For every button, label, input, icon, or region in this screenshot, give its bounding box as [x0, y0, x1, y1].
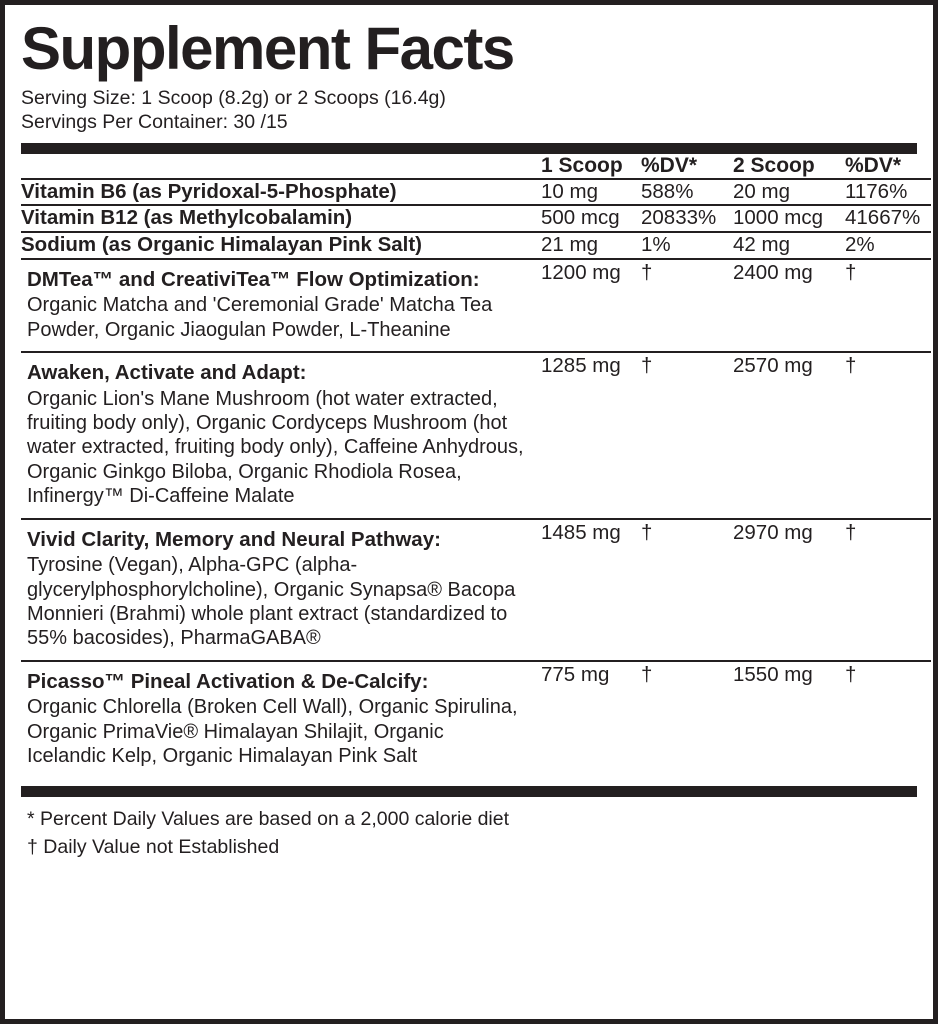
blend-amount-2: 2570 mg — [733, 353, 813, 377]
footnotes — [21, 805, 917, 862]
nutrient-name: Sodium (as Organic Himalayan Pink Salt) — [21, 232, 423, 256]
column-header-name — [21, 154, 541, 178]
column-header-dv-1: %DV* — [641, 153, 698, 177]
blend-amount-1: 775 mg — [541, 662, 610, 686]
blend-ingredients: Organic Chlorella (Broken Cell Wall), Organic Spirulina, Organic PrimaVie® Himalayan Shilajit, Organic Icelandic Kelp, Organic Himalayan Pink Salt — [27, 696, 518, 768]
blend-amount-1: 1485 mg — [541, 520, 621, 544]
blend-dv-2: † — [845, 520, 857, 544]
blend-name: Picasso™ Pineal Activation & De-Calcify: — [27, 669, 429, 693]
blend-amount-2: 2970 mg — [733, 520, 813, 544]
nutrient-dv-1: 20833% — [641, 206, 717, 230]
footnote-dv-not-established: † Daily Value not Established — [27, 835, 280, 858]
blend-amount-1: 1285 mg — [541, 353, 621, 377]
nutrient-name: Vitamin B12 (as Methylcobalamin) — [21, 206, 353, 230]
blend-cell — [21, 662, 541, 778]
footnote-daily-value-basis: * Percent Daily Values are based on a 2,000 calorie diet — [27, 807, 510, 830]
nutrient-name: Vitamin B6 (as Pyridoxal-5-Phosphate) — [21, 179, 397, 203]
blend-amount-2: 2400 mg — [733, 260, 813, 284]
nutrient-amount-1: 500 mcg — [541, 206, 620, 230]
blend-ingredients: Organic Lion's Mane Mushroom (hot water extracted, fruiting body only), Organic Cordyceps Mushroom (hot water extracted, fruiting body only), Caffeine Anhydrous, Organic Ginkgo Biloba, Organic Rhodiola Rosea, Infinergy™ Di-Caffeine Malate — [27, 387, 524, 508]
table-row — [21, 260, 931, 351]
table-row — [21, 353, 931, 518]
servings-per-container-text: Servings Per Container: 30 /15 — [21, 111, 288, 134]
blend-dv-1: † — [641, 662, 653, 686]
nutrient-amount-1: 10 mg — [541, 179, 598, 203]
blend-amount-1: 1200 mg — [541, 260, 621, 284]
nutrient-amount-2: 1000 mcg — [733, 206, 824, 230]
table-row — [21, 206, 931, 231]
blend-ingredients: Tyrosine (Vegan), Alpha-GPC (alpha-glycerylphosphorylcholine), Organic Synapsa® Bacopa Monnieri (Brahmi) whole plant extract (standardized to 55% bacosides), PharmaGABA® — [27, 554, 516, 650]
divider-thick-bottom — [21, 786, 917, 797]
nutrient-dv-1: 588% — [641, 179, 694, 203]
nutrient-dv-1: 1% — [641, 232, 671, 256]
blend-amount-2: 1550 mg — [733, 662, 813, 686]
table-row — [21, 520, 931, 660]
blend-dv-2: † — [845, 353, 857, 377]
column-header-amount-1: 1 Scoop — [541, 153, 623, 177]
table-row — [21, 662, 931, 778]
blend-name: Vivid Clarity, Memory and Neural Pathway: — [27, 527, 441, 551]
table-header-row — [21, 154, 931, 178]
blend-cell — [21, 353, 541, 518]
blend-dv-2: † — [845, 260, 857, 284]
nutrient-dv-2: 1176% — [845, 179, 908, 203]
blend-dv-2: † — [845, 662, 857, 686]
nutrient-dv-2: 2% — [845, 232, 875, 256]
serving-size-text: Serving Size: 1 Scoop (8.2g) or 2 Scoops (16.4g) — [21, 87, 446, 109]
divider-thick-top — [21, 143, 917, 154]
nutrient-amount-2: 20 mg — [733, 179, 790, 203]
nutrient-amount-2: 42 mg — [733, 232, 790, 256]
blend-dv-1: † — [641, 260, 653, 284]
blend-cell — [21, 520, 541, 660]
supplement-facts-table — [21, 154, 931, 778]
blend-dv-1: † — [641, 353, 653, 377]
nutrient-amount-1: 21 mg — [541, 232, 598, 256]
table-row — [21, 233, 931, 258]
blend-ingredients: Organic Matcha and 'Ceremonial Grade' Matcha Tea Powder, Organic Jiaogulan Powder, L-Theanine — [27, 294, 493, 341]
column-header-amount-2: 2 Scoop — [733, 153, 815, 177]
nutrient-dv-2: 41667% — [845, 206, 921, 230]
table-row — [21, 180, 931, 205]
blend-name: Awaken, Activate and Adapt: — [27, 360, 307, 384]
page-title: Supplement Facts — [21, 15, 514, 82]
column-header-dv-2: %DV* — [845, 153, 902, 177]
blend-dv-1: † — [641, 520, 653, 544]
blend-name: DMTea™ and CreativiTea™ Flow Optimization: — [27, 267, 480, 291]
blend-cell — [21, 260, 541, 351]
